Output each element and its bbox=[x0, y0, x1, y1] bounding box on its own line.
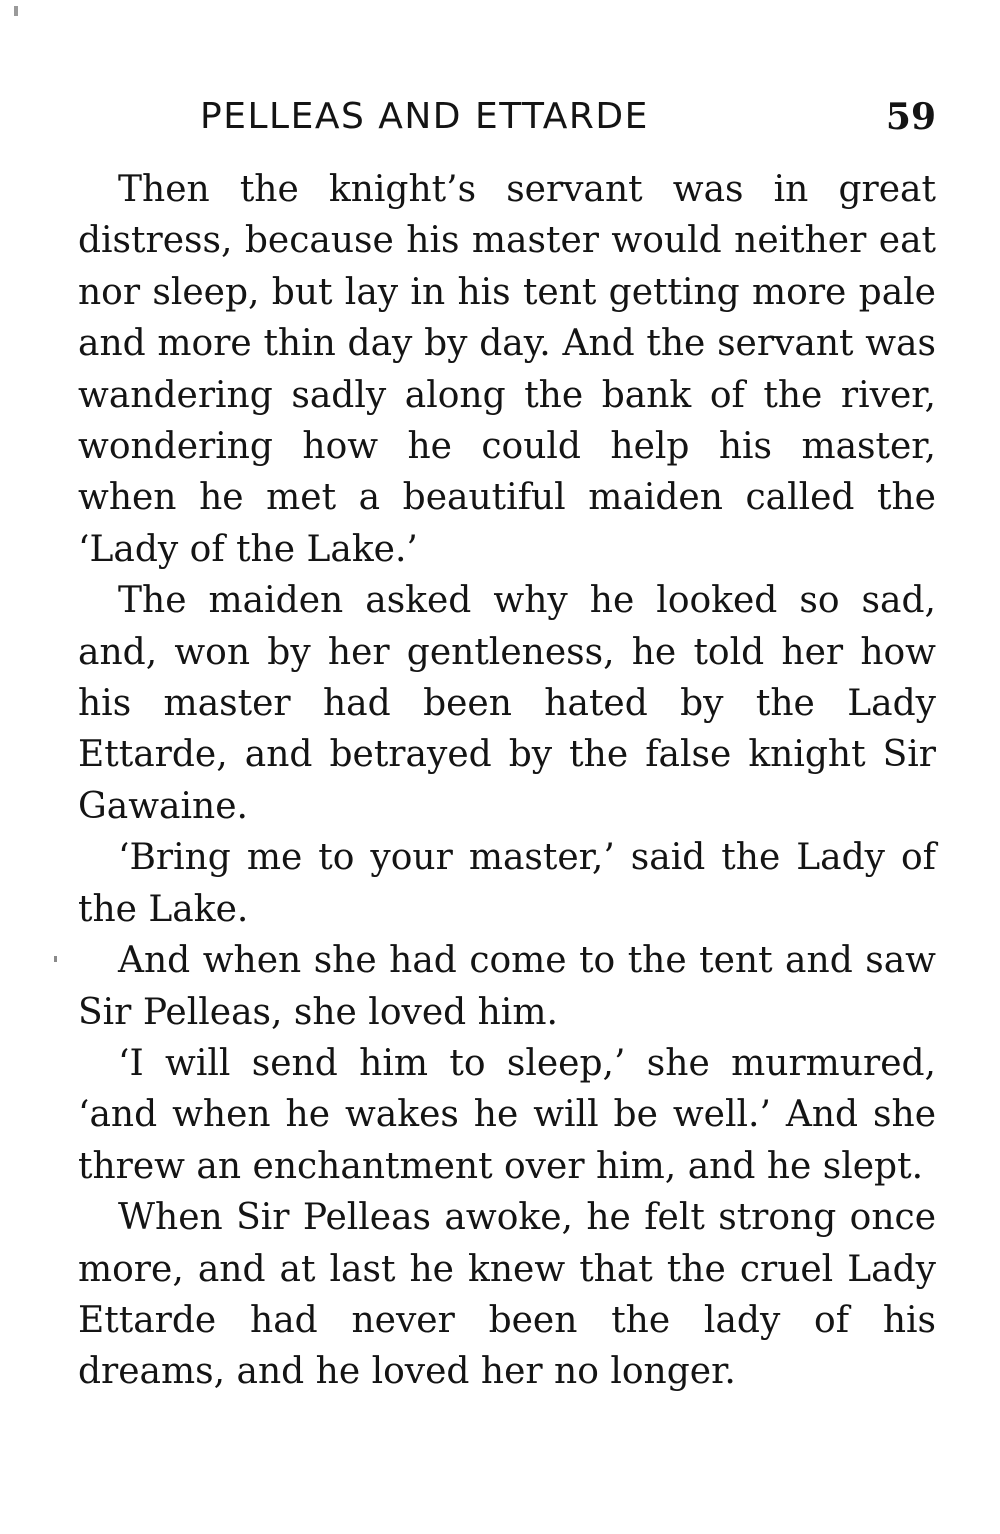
running-head bbox=[78, 92, 936, 152]
body-text bbox=[78, 164, 936, 1398]
running-title: PELLEAS AND ETTARDE bbox=[200, 96, 649, 137]
scan-speck bbox=[54, 956, 64, 960]
paragraph: ‘I will send him to sleep,’ she murmured, ‘and when he wakes he will be well.’ And she threw an enchantment over him, and he slept. bbox=[78, 1042, 936, 1187]
paragraph: And when she had come to the tent and saw Sir Pelleas, she loved him. bbox=[78, 940, 936, 1033]
page-number: 59 bbox=[885, 96, 936, 138]
paragraph: Then the knight’s servant was in great distress, because his master would neither eat nor sleep, but lay in his tent getting more pale and more thin day by day. And the servant was wandering sadly along the bank of the river, wondering how he could help his master, when he met a beautiful maiden called the ‘Lady of the Lake.’ bbox=[78, 169, 936, 570]
paragraph: When Sir Pelleas awoke, he felt strong once more, and at last he knew that the cruel Lady Ettarde had never been the lady of his dreams, and he loved her no longer. bbox=[78, 1197, 936, 1393]
paragraph: The maiden asked why he looked so sad, and, won by her gentleness, he told her how his master had been hated by the Lady Ettarde, and betrayed by the false knight Sir Gawaine. bbox=[78, 580, 936, 827]
corner-mark bbox=[14, 6, 18, 16]
paragraph: ‘Bring me to your master,’ said the Lady of the Lake. bbox=[78, 837, 936, 930]
